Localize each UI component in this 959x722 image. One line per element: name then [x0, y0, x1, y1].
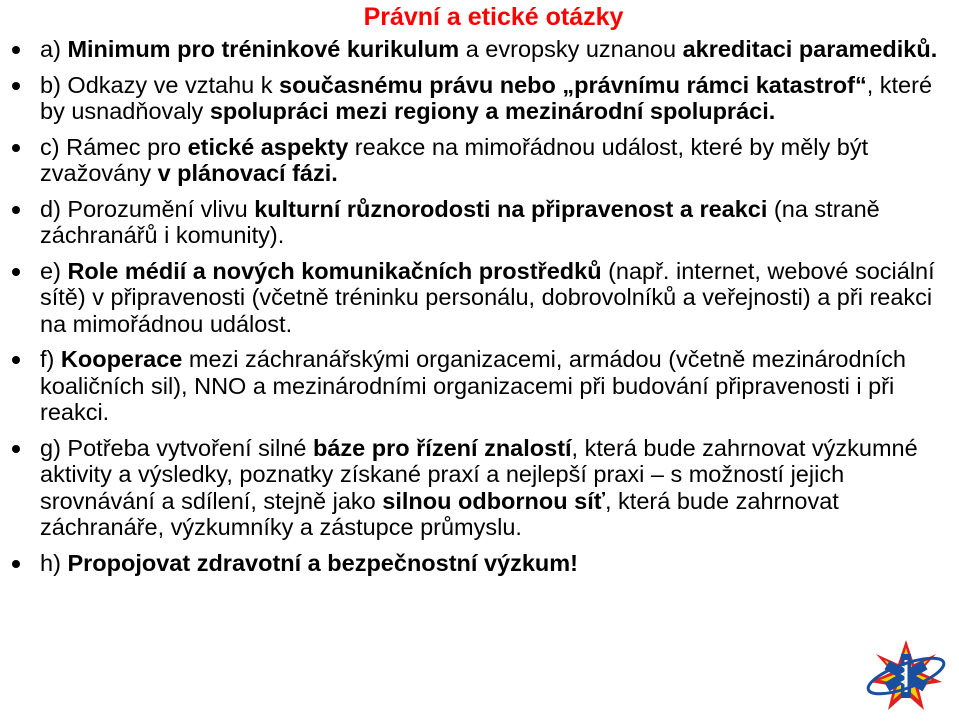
bullet-text-bold: etické aspekty	[187, 133, 349, 160]
bullet-dot-icon	[12, 445, 20, 453]
bullet-text: (na straně záchranářů i komunity).	[40, 195, 880, 248]
bullet-item	[10, 134, 945, 187]
bullet-text-bold: současnému právu nebo „právnímu rámci katastrof“	[279, 71, 867, 98]
bullet-text: d) Porozumění vlivu	[40, 195, 255, 222]
bullet-item	[10, 435, 945, 541]
bullet-dot-icon	[12, 206, 20, 214]
bullet-text-bold: akreditaci paramediků.	[682, 36, 938, 62]
bullet-text: , která bude zahrnovat výzkumné aktivity a výsledky, poznatky získané praxí a nejlepší praxi – s možností jejich srovnávání a sdílení, stejně jako	[40, 434, 918, 514]
bullet-text-bold: Propojovat zdravotní a bezpečnostní výzkum!	[67, 549, 579, 576]
bullet-item	[10, 346, 945, 426]
bullet-text: g) Potřeba vytvoření silné	[40, 434, 313, 461]
bullet-text-bold: spolupráci mezi regiony a mezinárodní spolupráci.	[209, 98, 776, 124]
bullet-text-bold: Role médií a nových komunikačních prostředků	[67, 257, 602, 284]
bullet-text: a evropsky uznanou	[459, 36, 683, 62]
bullet-text-bold: Kooperace	[60, 346, 183, 372]
bullet-list	[10, 36, 945, 585]
bullet-text-bold: silnou odbornou síť	[382, 487, 605, 514]
bullet-dot-icon	[12, 268, 20, 276]
bullet-item	[10, 36, 945, 63]
bullet-text: b) Odkazy ve vztahu k	[40, 71, 280, 98]
bullet-dot-icon	[12, 356, 20, 364]
bullet-text: e)	[40, 257, 68, 284]
bullet-text: h)	[40, 549, 68, 576]
bullet-text: , které by usnadňovaly	[40, 71, 933, 124]
bullet-text-bold: v plánovací fázi.	[157, 160, 338, 186]
bullet-dot-icon	[12, 560, 20, 568]
bullet-text-bold: Minimum pro tréninkové kurikulum	[67, 36, 460, 62]
bullet-text-bold: kulturní různorodosti na připravenost a reakci	[254, 195, 768, 222]
bullet-item	[10, 258, 945, 338]
bullet-text: mezi záchranářskými organizacemi, armádou (včetně mezinárodních koaličních sil), NNO a mezinárodními organizacemi při budování připravenosti i při reakci.	[40, 346, 906, 425]
bullet-text: , která bude zahrnovat záchranáře, výzkumníky a zástupce průmyslu.	[40, 487, 839, 540]
bullet-dot-icon	[12, 46, 20, 54]
bullet-text: reakce na mimořádnou událost, které by měly být zvažovány	[40, 133, 869, 186]
bullet-item	[10, 550, 945, 577]
page-title: Právní a etické otázky	[363, 3, 624, 31]
star-of-life-emblem-icon	[861, 636, 951, 716]
bullet-text: f)	[40, 346, 61, 372]
bullet-text: c) Rámec pro	[40, 133, 188, 160]
bullet-text-bold: báze pro řízení znalostí	[313, 434, 572, 461]
bullet-item	[10, 196, 945, 249]
bullet-dot-icon	[12, 144, 20, 152]
bullet-text: a)	[40, 36, 68, 62]
bullet-text: (např. internet, webové sociální sítě) v připravenosti (včetně tréninku personálu, dobrovolníků a veřejnosti) a při reakci na mimořádnou událost.	[40, 257, 935, 337]
bullet-dot-icon	[12, 82, 20, 90]
bullet-item	[10, 72, 945, 125]
